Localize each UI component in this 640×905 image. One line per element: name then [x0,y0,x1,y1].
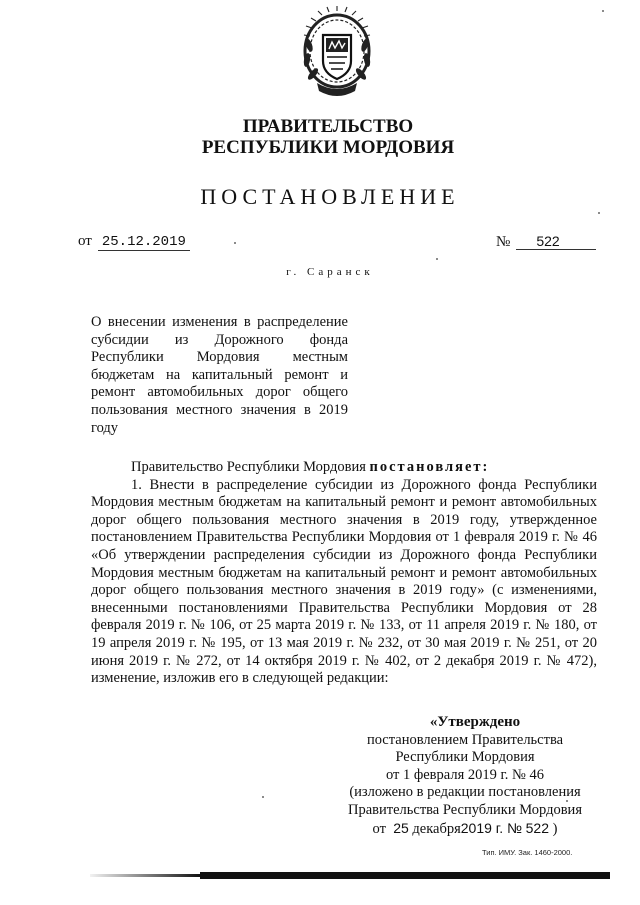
intro-paragraph [91,459,597,477]
print-info: Тип. ИМУ. Зак. 1460-2000. [482,848,573,857]
approval-close-paren: ) [552,820,558,837]
paragraph-1: 1. Внести в распределение субсидии из Дорожного фонда Республики Мордовия местным бюджетам на капитальный ремонт и ремонт автомобильных дорог общего пользования местного значения в 2019 году, утвержденное постановлением Правительства Республики Мордовия от 1 февраля 2019 г. № 46 «Об утверждении распределения субсидии из Дорожного фонда Республики Мордовия местным бюджетам на капитальный ремонт и ремонт автомобильных дорог общего пользования местного значения в 2019 году» (с изменениями, внесенными постановлениями Правительства Республики Мордовия от 28 февраля 2019 г. № 106, от 25 марта 2019 г. № 133, от 11 апреля 2019 г. № 180, от 19 апреля 2019 г. № 195, от 13 мая 2019 г. № 232, от 30 мая 2019 г. № 251, от 20 июня 2019 г. № 272, от 14 октября 2019 г. № 402, от 2 декабря 2019 г. № 472), изменение, изложив его в следующей редакции: [91,476,597,687]
resolves-keyword: постановляет: [369,459,490,475]
date-value: 25.12.2019 [98,234,190,251]
approval-number: 522 [525,819,549,836]
city-location: г. Саранск [286,266,374,278]
organization-name-line2: РЕСПУБЛИКИ МОРДОВИЯ [201,137,455,158]
document-subject: О внесении изменения в распределение субсидии из Дорожного фонда Республики Мордовия местным бюджетам на капитальный ремонт и ремонт автомобильных дорог общего пользования местного значения в 2019 году [91,314,348,436]
scan-edge-bar [200,872,610,879]
approval-line-1: постановлением Правительства [366,731,564,748]
approval-year-number-label: 2019 г. № [460,819,522,836]
approval-line-6 [330,820,600,839]
scan-speck [262,796,264,798]
intro-text: Правительство Республики Мордовия [131,459,370,475]
approval-stamp-block [330,714,600,838]
approval-day: 25 [393,819,409,836]
scan-speck [234,242,236,244]
scan-edge-fade [90,874,200,877]
document-date [78,233,190,250]
approval-line-5: Правительства Республики Мордовия [348,801,582,818]
document-body [91,459,597,688]
document-number [496,233,596,251]
approval-line-4: (изложено в редакции постановления [349,784,581,801]
approval-line-2: Республики Мордовия [395,749,535,766]
approval-heading: «Утверждено [429,714,521,730]
approval-month: декабря [412,820,461,837]
coat-of-arms-emblem [295,5,379,101]
organization-name-line1: ПРАВИТЕЛЬСТВО [242,116,414,137]
number-prefix: № [496,234,511,250]
scan-speck [436,258,438,260]
document-type-title: ПОСТАНОВЛЕНИЕ [200,184,460,209]
scan-speck [602,10,604,12]
scan-speck [566,800,568,802]
number-value: 522 [516,233,596,250]
scan-speck [598,212,600,214]
approval-date-prefix: от [372,820,386,837]
date-prefix: от [78,233,92,249]
approval-line-3: от 1 февраля 2019 г. № 46 [385,766,545,783]
